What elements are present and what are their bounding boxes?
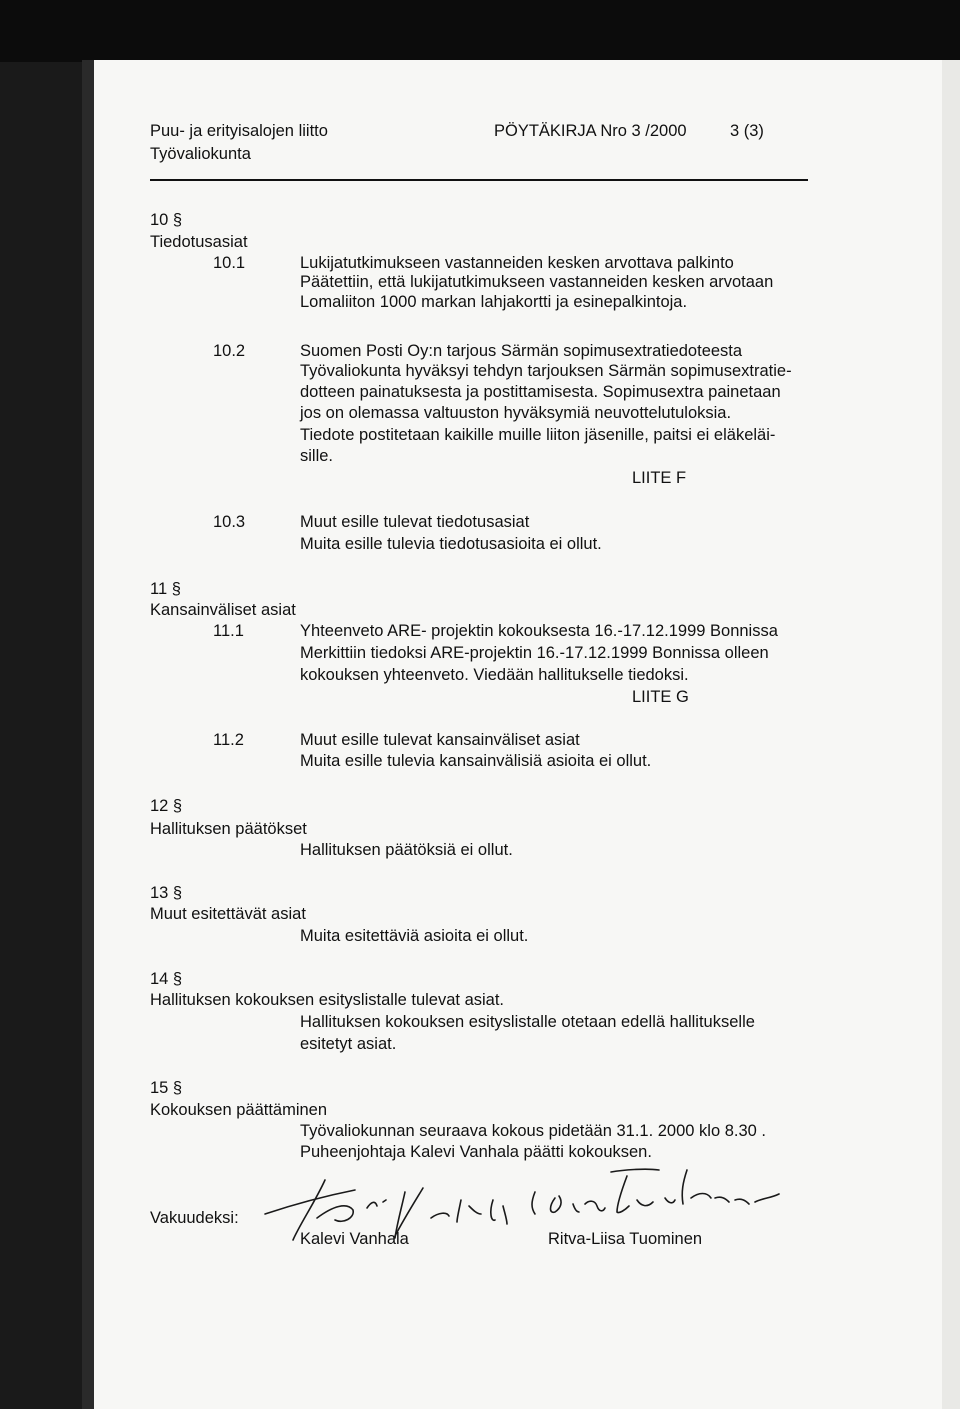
- attestation-label: Vakuudeksi:: [150, 1209, 239, 1227]
- item-heading: Yhteenveto ARE- projektin kokouksesta 16.-17.12.1999 Bonnissa: [300, 622, 778, 640]
- item-text: Työvaliokunnan seuraava kokous pidetään 31.1. 2000 klo 8.30 .: [300, 1122, 766, 1140]
- item-text: Muita esitettäviä asioita ei ollut.: [300, 927, 529, 945]
- header-divider: [150, 179, 808, 181]
- item-number: 10.1: [213, 254, 246, 272]
- section-number: 12 §: [150, 797, 183, 815]
- signer-name: Kalevi Vanhala: [300, 1230, 409, 1248]
- item-text: esitetyt asiat.: [300, 1035, 397, 1053]
- item-number: 10.3: [213, 513, 246, 531]
- section-title: Kokouksen päättäminen: [150, 1101, 328, 1119]
- section-number: 11 §: [150, 580, 181, 598]
- section-number: 15 §: [150, 1079, 183, 1097]
- attachment-label: LIITE F: [632, 469, 687, 487]
- section-title: Kansainväliset asiat: [150, 601, 296, 619]
- section-title: Tiedotusasiat: [150, 233, 248, 251]
- item-text: kokouksen yhteenveto. Viedään hallitukselle tiedoksi.: [300, 666, 689, 684]
- page-number: 3 (3): [730, 122, 764, 140]
- item-text: Hallituksen päätöksiä ei ollut.: [300, 841, 513, 859]
- item-text: Tiedote postitetaan kaikille muille liiton jäsenille, paitsi ei eläkeläi-: [300, 426, 776, 444]
- unit-name: Työvaliokunta: [150, 145, 251, 163]
- item-number: 11.1: [213, 622, 244, 640]
- item-text: Muita esille tulevia kansainvälisiä asioita ei ollut.: [300, 752, 652, 770]
- item-text: jos on olemassa valtuuston hyväksymiä neuvottelutuloksia.: [300, 404, 732, 422]
- section-title: Hallituksen päätökset: [150, 820, 307, 838]
- section-title: Muut esitettävät asiat: [150, 905, 306, 923]
- item-heading: Lukijatutkimukseen vastanneiden kesken arvottava palkinto: [300, 254, 734, 272]
- page-edge: [942, 60, 960, 1409]
- org-name: Puu- ja erityisalojen liitto: [150, 122, 328, 140]
- item-text: Lomaliiton 1000 markan lahjakortti ja esinepalkintoja.: [300, 293, 688, 311]
- item-text: Puheenjohtaja Kalevi Vanhala päätti kokouksen.: [300, 1143, 652, 1161]
- doc-title: PÖYTÄKIRJA Nro 3 /2000: [494, 122, 687, 140]
- item-number: 10.2: [213, 342, 246, 360]
- item-text: Hallituksen kokouksen esityslistalle otetaan edellä hallitukselle: [300, 1013, 755, 1031]
- attachment-label: LIITE G: [632, 688, 689, 706]
- item-heading: Suomen Posti Oy:n tarjous Särmän sopimusextratiedoteesta: [300, 342, 743, 360]
- section-number: 13 §: [150, 884, 183, 902]
- item-heading: Muut esille tulevat tiedotusasiat: [300, 513, 530, 531]
- scan-border: [0, 0, 960, 62]
- item-text: Päätettiin, että lukijatutkimukseen vastanneiden kesken arvotaan: [300, 273, 774, 291]
- item-text: Merkittiin tiedoksi ARE-projektin 16.-17.12.1999 Bonnissa olleen: [300, 644, 769, 662]
- item-text: sille.: [300, 447, 334, 465]
- item-text: dotteen painatuksesta ja postittamisesta. Sopimusextra painetaan: [300, 383, 781, 401]
- section-title: Hallituksen kokouksen esityslistalle tulevat asiat.: [150, 991, 505, 1009]
- signer-name: Ritva-Liisa Tuominen: [548, 1230, 703, 1248]
- item-text: Muita esille tulevia tiedotusasioita ei ollut.: [300, 535, 602, 553]
- item-text: Työvaliokunta hyväksyi tehdyn tarjouksen Särmän sopimusextratie-: [300, 362, 792, 380]
- item-heading: Muut esille tulevat kansainväliset asiat: [300, 731, 580, 749]
- section-number: 10 §: [150, 211, 183, 229]
- section-number: 14 §: [150, 970, 183, 988]
- item-number: 11.2: [213, 731, 244, 749]
